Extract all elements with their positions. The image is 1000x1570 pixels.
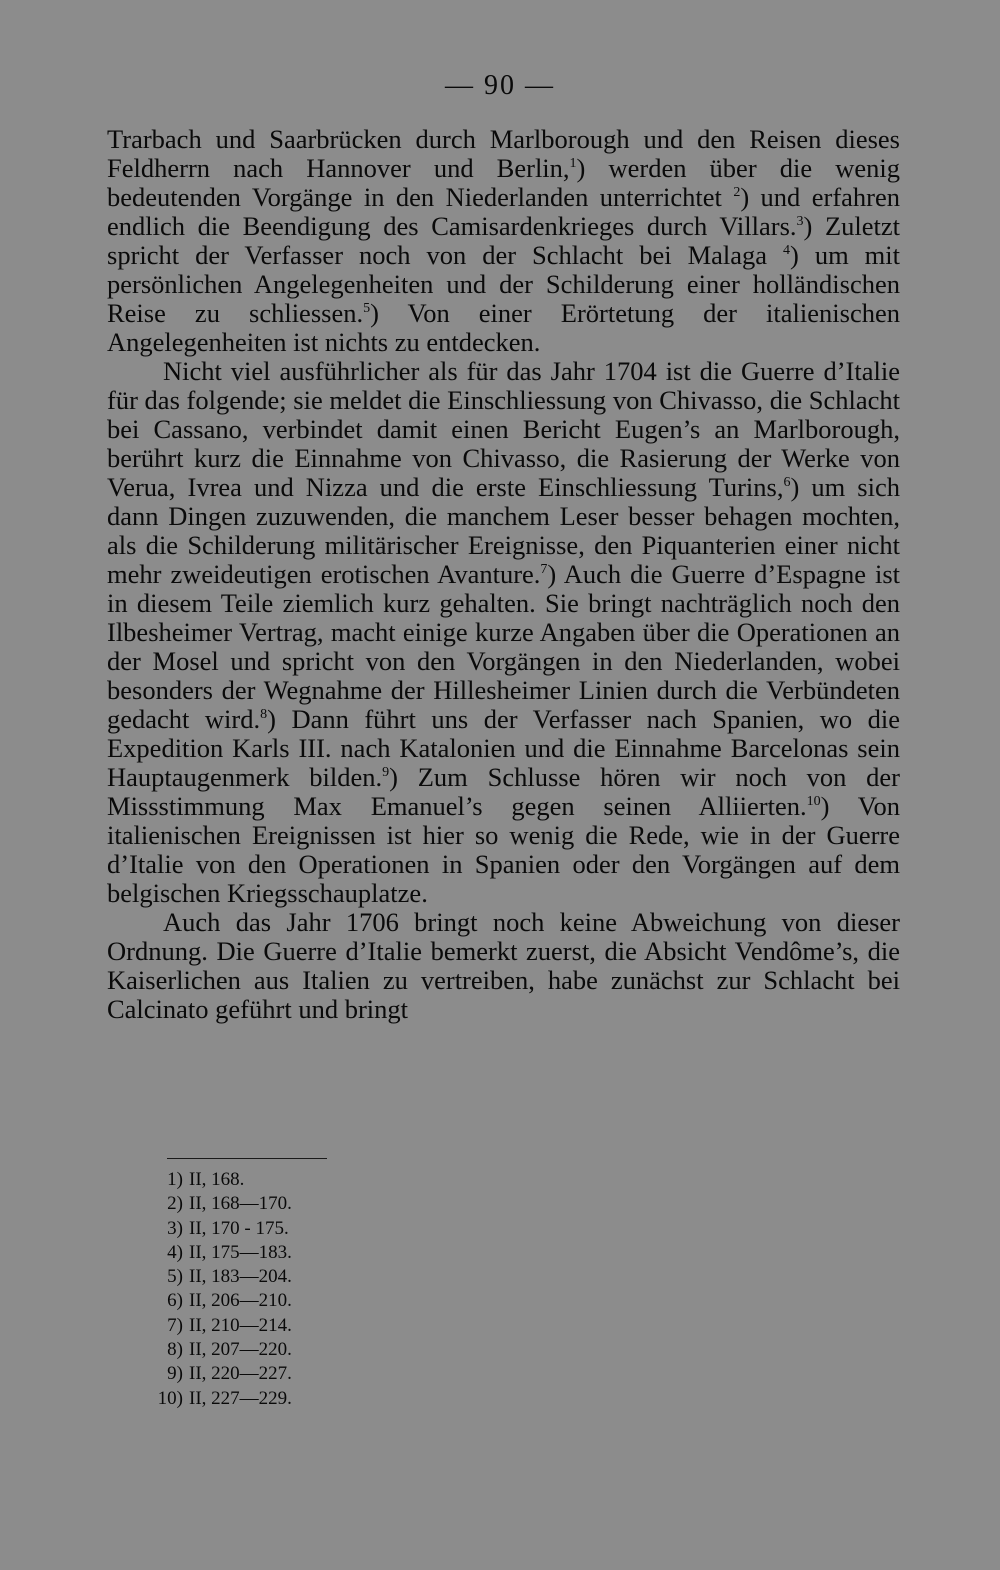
footnote-number: 9) [167,1363,183,1385]
footnote [150,1387,450,1411]
page-number: — 90 — [445,70,555,101]
footnote-reference: II, 170 - 175. [189,1217,289,1239]
footnote-reference: II, 220—227. [189,1363,292,1385]
text-run: ) Dann führt uns der Verfasser nach Spanien, wo die Expedition Karls III. nach Katalonien und die Einnahme Barcelonas sein Hauptaugenmerk bilden. [107,704,900,792]
footnote-number: 7) [167,1314,183,1336]
footnote-marker: 2 [733,185,741,201]
footnote-marker: 8 [260,707,268,723]
footnote-marker: 7 [540,562,548,578]
paragraph-1 [107,125,900,357]
footnote [150,1314,450,1338]
paragraph-2 [107,357,900,908]
footnote-separator-rule [167,1158,327,1159]
text-run: ) und erfahren endlich die Beendigung des Camisardenkrieges durch Villars. [107,182,900,241]
footnote-number: 5) [167,1266,183,1288]
text-run: Trarbach und Saarbrücken durch Marlborough und den Reisen dieses Feldherrn nach Hannover und Berlin, [107,124,900,183]
text-run: ) Von italienischen Ereignissen ist hier so wenig die Rede, wie in der Guerre d’Italie von den Operationen in Spanien oder den Vorgängen auf dem belgischen Kriegsschauplatze. [107,791,900,908]
footnote-number: 8) [167,1339,183,1361]
text-run: Nicht viel ausführlicher als für das Jahr 1704 ist die Guerre d’Italie für das folgende; sie meldet die Einschliessung von Chivasso, die Schlacht bei Cassano, verbindet damit einen Bericht Eugen’s an Marlborough, berührt kurz die Einnahme von Chivasso, die Rasierung der Werke von Verua, Ivrea und Nizza und die erste Einschliessung Turins, [107,356,900,502]
footnote-reference: II, 175—183. [189,1241,292,1263]
footnote-number: 10) [157,1387,183,1409]
footnote-number: 1) [167,1169,183,1190]
footnote-reference: II, 206—210. [189,1290,292,1312]
footnote-number: 2) [167,1193,183,1215]
footnote-number: 4) [167,1241,183,1263]
footnote-reference: II, 168. [189,1169,245,1190]
footnote-marker: 4 [783,243,791,259]
footnote-reference: II, 207—220. [189,1339,292,1361]
body-text [107,125,900,1024]
text-run: ) Zum Schlusse hören wir noch von der Missstimmung Max Emanuel’s gegen seinen Alliierten. [107,762,900,821]
footnote [150,1217,450,1241]
paragraph-3 [107,908,900,1024]
text-run: ) Auch die Guerre d’Espagne ist in diesem Teile ziemlich kurz gehalten. Sie bringt nachträglich noch den Ilbesheimer Vertrag, macht einige kurze Angaben über die Operationen an der Mosel und spricht von den Vorgängen in den Niederlanden, wobei besonders der Wegnahme der Hillesheimer Linien durch die Verbündeten gedacht wird. [107,559,900,734]
footnote-reference: II, 183—204. [189,1266,292,1288]
footnote-number: 3) [167,1217,183,1239]
footnote-number: 6) [167,1290,183,1312]
footnote [150,1168,450,1192]
footnote-reference: II, 227—229. [189,1387,292,1409]
footnote [150,1289,450,1313]
footnote [150,1192,450,1216]
footnotes [150,1168,450,1411]
text-run: ) Von einer Erörtetung der italienischen Angelegenheiten ist nichts zu entdecken. [107,298,900,357]
text-run: ) um mit persönlichen Angelegenheiten und der Schilderung einer holländischen Reise zu schliessen. [107,240,900,328]
text-run: ) um sich dann Dingen zuzuwenden, die manchem Leser besser behagen mochten, als die Schilderung militärischer Ereignisse, den Piquanterien einer nicht mehr zweideutigen erotischen Avanture. [107,472,900,589]
footnote [150,1362,450,1386]
footnote-marker: 10 [806,794,821,810]
footnote-marker: 3 [796,214,804,230]
footnote-marker: 6 [783,475,791,491]
footnote-marker: 9 [382,765,390,781]
text-run: Auch das Jahr 1706 bringt noch keine Abweichung von dieser Ordnung. Die Guerre d’Italie bemerkt zuerst, die Absicht Vendôme’s, die Kaiserlichen aus Italien zu vertreiben, habe zunächst zur Schlacht bei Calcinato geführt und bringt [107,907,900,1024]
footnote-marker: 1 [569,156,577,172]
footnote [150,1265,450,1289]
text-run: ) werden über die wenig bedeutenden Vorgänge in den Niederlanden unterrichtet [107,153,900,212]
footnote-reference: II, 210—214. [189,1314,292,1336]
text-run: ) Zuletzt spricht der Verfasser noch von der Schlacht bei Malaga [107,211,901,270]
footnote [150,1338,450,1362]
footnote-marker: 5 [363,301,371,317]
footnote-reference: II, 168—170. [189,1193,292,1215]
footnote [150,1241,450,1265]
